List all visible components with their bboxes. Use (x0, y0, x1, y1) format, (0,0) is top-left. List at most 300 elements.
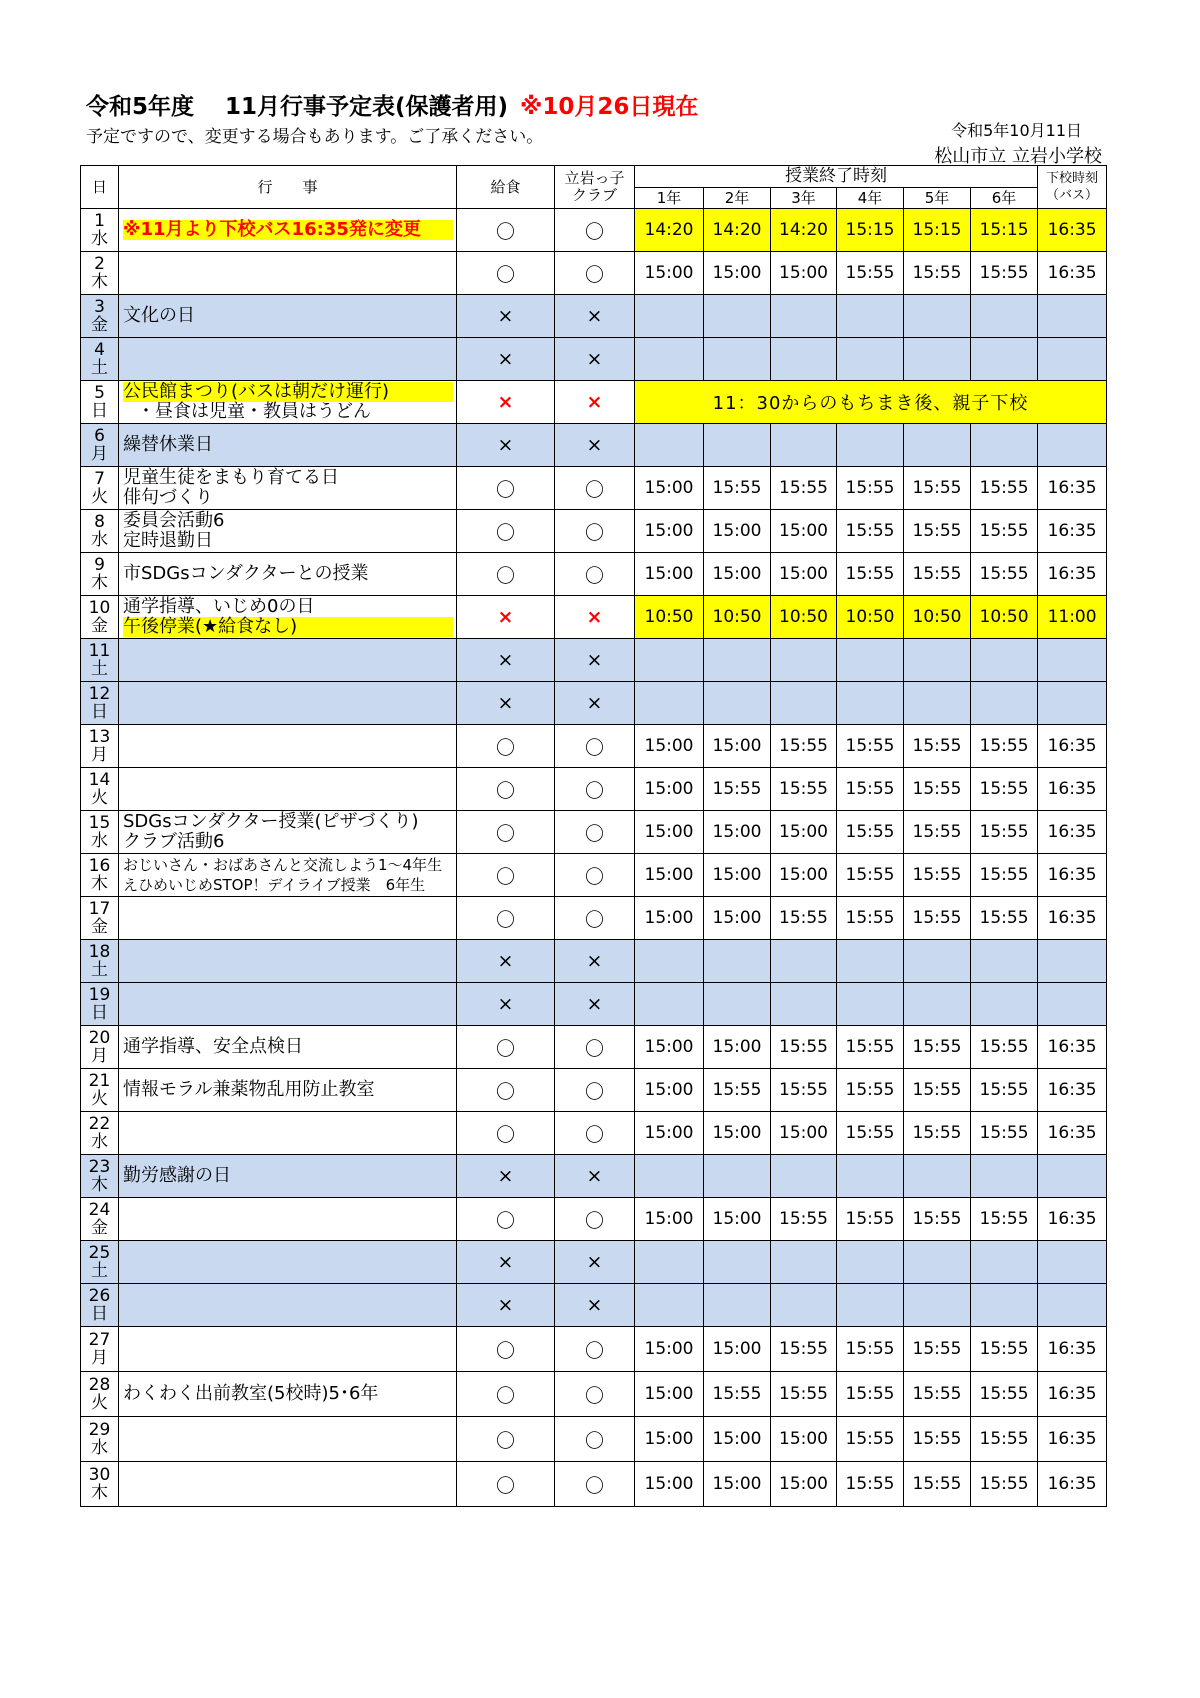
end-time (704, 1155, 771, 1198)
bus-time: 16:35 (1038, 1462, 1107, 1507)
schedule-row (81, 424, 1107, 467)
end-time (837, 1284, 904, 1327)
end-time: 15:55 (904, 897, 971, 940)
bus-time (1038, 1241, 1107, 1284)
end-time (837, 338, 904, 381)
bus-time: 16:35 (1038, 811, 1107, 854)
club-mark: 〇 (555, 1462, 635, 1507)
event-text: わくわく出前教室(5校時)5･6年 (123, 1383, 379, 1404)
header-grade: 3年 (771, 188, 837, 209)
end-time (704, 338, 771, 381)
lunch-mark: × (457, 940, 555, 983)
end-time (837, 295, 904, 338)
day-cell (81, 639, 119, 682)
end-time (904, 424, 971, 467)
bus-time: 16:35 (1038, 1417, 1107, 1462)
end-time: 15:15 (837, 209, 904, 252)
end-time: 15:00 (635, 811, 704, 854)
header-bus-line2: （バス） (1046, 188, 1099, 203)
end-time: 15:00 (635, 1112, 704, 1155)
bus-time (1038, 940, 1107, 983)
day-number: 10 (88, 598, 111, 618)
day-number: 27 (88, 1330, 111, 1350)
event-cell (119, 983, 457, 1026)
weekday: 金 (91, 917, 108, 937)
schedule-row (81, 381, 1107, 424)
lunch-mark: × (457, 1241, 555, 1284)
end-time: 15:55 (837, 252, 904, 295)
event-text: 勤労感謝の日 (123, 1165, 231, 1186)
schedule-row (81, 1241, 1107, 1284)
day-number: 15 (88, 813, 111, 833)
weekday: 水 (91, 530, 108, 550)
schedule-row (81, 252, 1107, 295)
event-cell (119, 467, 457, 510)
end-time: 15:00 (704, 1026, 771, 1069)
end-time: 15:00 (635, 1069, 704, 1112)
schedule-row (81, 811, 1107, 854)
end-time (635, 1241, 704, 1284)
end-time (837, 983, 904, 1026)
day-cell (81, 209, 119, 252)
weekday: 水 (91, 831, 108, 851)
event-text: 委員会活動6 (123, 510, 225, 531)
lunch-mark: 〇 (457, 467, 555, 510)
end-time: 15:00 (704, 510, 771, 553)
day-cell (81, 1327, 119, 1372)
event-cell (119, 1241, 457, 1284)
end-time: 15:55 (704, 1372, 771, 1417)
end-time: 15:00 (704, 553, 771, 596)
day-number: 21 (88, 1071, 111, 1091)
day-cell (81, 1284, 119, 1327)
club-mark: 〇 (555, 1372, 635, 1417)
end-time: 15:00 (704, 1417, 771, 1462)
club-mark: × (555, 1241, 635, 1284)
weekday: 土 (91, 960, 108, 980)
event-cell (119, 596, 457, 639)
lunch-mark: × (457, 682, 555, 725)
end-time: 15:55 (971, 1417, 1038, 1462)
header-grade: 4年 (837, 188, 904, 209)
end-time: 15:55 (837, 553, 904, 596)
end-time: 15:55 (771, 1372, 837, 1417)
weekday: 日 (91, 401, 108, 421)
end-time: 15:00 (635, 725, 704, 768)
day-cell (81, 811, 119, 854)
end-time (771, 1241, 837, 1284)
event-cell (119, 854, 457, 897)
end-time: 15:00 (771, 811, 837, 854)
day-cell (81, 940, 119, 983)
weekday: 木 (91, 1175, 108, 1195)
end-time (904, 1241, 971, 1284)
event-cell (119, 682, 457, 725)
event-cell (119, 811, 457, 854)
end-time: 15:55 (904, 1417, 971, 1462)
end-time: 15:55 (971, 467, 1038, 510)
bus-time: 16:35 (1038, 510, 1107, 553)
club-mark: × (555, 639, 635, 682)
end-time (971, 1155, 1038, 1198)
end-time: 15:00 (704, 1327, 771, 1372)
lunch-mark: 〇 (457, 1417, 555, 1462)
end-time: 15:55 (971, 725, 1038, 768)
weekday: 金 (91, 616, 108, 636)
schedule-row (81, 725, 1107, 768)
club-mark: × (555, 1284, 635, 1327)
day-cell (81, 1026, 119, 1069)
weekday: 火 (91, 1089, 108, 1109)
end-time: 15:55 (837, 1026, 904, 1069)
event-cell (119, 1284, 457, 1327)
bus-time: 16:35 (1038, 897, 1107, 940)
end-time: 15:55 (904, 1198, 971, 1241)
end-time (771, 1284, 837, 1327)
end-time: 15:00 (635, 252, 704, 295)
end-time: 15:55 (971, 1372, 1038, 1417)
club-mark: 〇 (555, 768, 635, 811)
club-mark: × (555, 338, 635, 381)
lunch-mark: 〇 (457, 897, 555, 940)
end-time: 15:55 (904, 1327, 971, 1372)
event-text: SDGsコンダクター授業(ピザづくり) (123, 811, 419, 832)
event-cell (119, 338, 457, 381)
header-club-line1: 立岩っ子 (564, 169, 625, 187)
end-time: 15:55 (971, 1198, 1038, 1241)
bus-time: 16:35 (1038, 1026, 1107, 1069)
end-time (971, 983, 1038, 1026)
lunch-mark: × (457, 295, 555, 338)
end-time: 15:00 (635, 553, 704, 596)
end-time: 10:50 (704, 596, 771, 639)
header-end-time: 授業終了時刻 (635, 166, 1038, 188)
weekday: 木 (91, 272, 108, 292)
end-time (771, 639, 837, 682)
club-mark: 〇 (555, 553, 635, 596)
schedule-row (81, 639, 1107, 682)
end-time: 15:00 (635, 1198, 704, 1241)
end-time: 15:55 (904, 467, 971, 510)
end-time: 10:50 (904, 596, 971, 639)
end-time: 14:20 (635, 209, 704, 252)
day-number: 1 (94, 211, 105, 231)
end-time (771, 1155, 837, 1198)
schedule-row (81, 338, 1107, 381)
event-text: ※11月より下校バス16:35発に変更 (123, 220, 453, 240)
end-time: 15:55 (771, 1069, 837, 1112)
end-time: 15:55 (771, 897, 837, 940)
end-time: 15:00 (635, 1417, 704, 1462)
event-cell (119, 1198, 457, 1241)
event-cell (119, 295, 457, 338)
day-number: 30 (88, 1465, 111, 1485)
end-time (837, 1155, 904, 1198)
day-cell (81, 338, 119, 381)
end-time: 15:00 (771, 510, 837, 553)
weekday: 水 (91, 1132, 108, 1152)
lunch-mark: 〇 (457, 1462, 555, 1507)
bus-time: 16:35 (1038, 1112, 1107, 1155)
end-time: 15:55 (971, 1069, 1038, 1112)
event-text: 市SDGsコンダクターとの授業 (123, 563, 369, 584)
lunch-mark: 〇 (457, 1198, 555, 1241)
bus-time: 11:00 (1038, 596, 1107, 639)
club-mark: × (555, 983, 635, 1026)
bus-time: 16:35 (1038, 467, 1107, 510)
schedule-row (81, 940, 1107, 983)
day-number: 6 (94, 426, 105, 446)
end-time: 15:00 (635, 1372, 704, 1417)
end-time: 15:55 (904, 811, 971, 854)
day-number: 29 (88, 1420, 111, 1440)
end-time: 10:50 (971, 596, 1038, 639)
day-cell (81, 768, 119, 811)
end-time (704, 295, 771, 338)
weekday: 月 (91, 444, 108, 464)
day-cell (81, 682, 119, 725)
day-cell (81, 725, 119, 768)
club-mark: 〇 (555, 1069, 635, 1112)
end-time: 15:55 (904, 553, 971, 596)
header-day: 日 (81, 166, 119, 209)
weekday: 土 (91, 1261, 108, 1281)
lunch-mark: × (457, 639, 555, 682)
schedule-row (81, 553, 1107, 596)
end-time: 15:55 (904, 1462, 971, 1507)
day-number: 13 (88, 727, 111, 747)
end-time (635, 338, 704, 381)
schedule-row (81, 983, 1107, 1026)
event-cell (119, 424, 457, 467)
event-cell (119, 553, 457, 596)
end-time: 15:55 (837, 467, 904, 510)
lunch-mark: × (457, 1284, 555, 1327)
day-number: 23 (88, 1157, 111, 1177)
schedule-row (81, 596, 1107, 639)
bus-time (1038, 338, 1107, 381)
end-time (837, 639, 904, 682)
end-time: 15:55 (837, 1372, 904, 1417)
lunch-mark: 〇 (457, 1069, 555, 1112)
lunch-mark: × (457, 1155, 555, 1198)
end-time: 15:15 (971, 209, 1038, 252)
end-time (971, 295, 1038, 338)
bus-time: 16:35 (1038, 553, 1107, 596)
day-cell (81, 1198, 119, 1241)
day-number: 2 (94, 254, 105, 274)
end-time (771, 295, 837, 338)
schedule-row (81, 1327, 1107, 1372)
club-mark: 〇 (555, 252, 635, 295)
day-cell (81, 1112, 119, 1155)
end-time (771, 682, 837, 725)
day-cell (81, 854, 119, 897)
end-time (635, 940, 704, 983)
end-time (635, 639, 704, 682)
day-number: 24 (88, 1200, 111, 1220)
end-time: 15:55 (971, 1112, 1038, 1155)
end-time: 15:55 (771, 725, 837, 768)
end-time: 15:55 (704, 467, 771, 510)
day-number: 25 (88, 1243, 111, 1263)
weekday: 月 (91, 1348, 108, 1368)
end-time: 15:55 (837, 1327, 904, 1372)
lunch-mark: × (457, 424, 555, 467)
club-mark: × (555, 940, 635, 983)
end-time: 14:20 (704, 209, 771, 252)
day-number: 20 (88, 1028, 111, 1048)
club-mark: 〇 (555, 1112, 635, 1155)
end-time (904, 295, 971, 338)
end-time (904, 1155, 971, 1198)
club-mark: 〇 (555, 510, 635, 553)
end-time: 15:00 (704, 252, 771, 295)
end-time (904, 338, 971, 381)
day-cell (81, 1069, 119, 1112)
header-club (555, 166, 635, 209)
club-mark: 〇 (555, 854, 635, 897)
end-time: 15:15 (904, 209, 971, 252)
header-bus (1038, 166, 1107, 209)
end-time: 15:55 (837, 811, 904, 854)
weekday: 月 (91, 1046, 108, 1066)
weekday: 水 (91, 1438, 108, 1458)
schedule-row (81, 1155, 1107, 1198)
end-time: 15:55 (904, 252, 971, 295)
schedule-row (81, 1198, 1107, 1241)
end-time: 15:55 (837, 1112, 904, 1155)
end-time (971, 1241, 1038, 1284)
end-time: 15:55 (771, 1026, 837, 1069)
event-cell (119, 381, 457, 424)
event-text: えひめいじめSTOP！デイライブ授業 6年生 (123, 876, 426, 894)
event-cell (119, 209, 457, 252)
event-cell (119, 252, 457, 295)
event-text: 繰替休業日 (123, 434, 213, 455)
end-time: 15:00 (635, 1462, 704, 1507)
weekday: 日 (91, 1304, 108, 1324)
end-time: 15:00 (635, 1026, 704, 1069)
event-text: クラブ活動6 (123, 831, 225, 852)
event-text: 通学指導、いじめ0の日 (123, 596, 315, 617)
event-cell (119, 1327, 457, 1372)
header-lunch: 給食 (457, 166, 555, 209)
event-cell (119, 1069, 457, 1112)
club-mark: × (555, 682, 635, 725)
end-time (971, 940, 1038, 983)
end-time (635, 682, 704, 725)
club-mark: × (555, 1155, 635, 1198)
schedule-row (81, 1069, 1107, 1112)
event-cell (119, 1026, 457, 1069)
end-time: 15:00 (635, 467, 704, 510)
lunch-mark: × (457, 381, 555, 424)
weekday: 土 (91, 659, 108, 679)
end-time: 15:00 (704, 1112, 771, 1155)
end-time: 15:55 (904, 725, 971, 768)
end-time: 15:55 (837, 1069, 904, 1112)
day-number: 19 (88, 985, 111, 1005)
club-mark: × (555, 596, 635, 639)
day-cell (81, 252, 119, 295)
lunch-mark: × (457, 338, 555, 381)
day-number: 8 (94, 512, 105, 532)
event-cell (119, 1462, 457, 1507)
day-number: 11 (88, 641, 111, 661)
event-cell (119, 940, 457, 983)
event-cell (119, 639, 457, 682)
end-time (635, 1284, 704, 1327)
event-text: 文化の日 (123, 305, 195, 326)
end-time: 15:55 (971, 811, 1038, 854)
end-time: 15:55 (771, 1327, 837, 1372)
end-time: 15:00 (635, 768, 704, 811)
lunch-mark: 〇 (457, 1026, 555, 1069)
schedule-row (81, 1462, 1107, 1507)
end-time: 15:55 (971, 510, 1038, 553)
end-time: 15:00 (771, 1417, 837, 1462)
lunch-mark: 〇 (457, 1112, 555, 1155)
dismissal-note: 11：30からのもちまき後、親子下校 (635, 381, 1107, 424)
bus-time: 16:35 (1038, 1327, 1107, 1372)
end-time: 15:55 (771, 467, 837, 510)
weekday: 月 (91, 745, 108, 765)
end-time: 15:55 (971, 553, 1038, 596)
bus-time: 16:35 (1038, 209, 1107, 252)
subtitle-note: 予定ですので、変更する場合もあります。ご了承ください。 (86, 127, 544, 147)
club-mark: 〇 (555, 1198, 635, 1241)
schedule-row (81, 1372, 1107, 1417)
end-time: 15:55 (837, 1198, 904, 1241)
event-cell (119, 1155, 457, 1198)
bus-time: 16:35 (1038, 1198, 1107, 1241)
event-text: 情報モラル兼薬物乱用防止教室 (123, 1079, 375, 1100)
event-cell (119, 1417, 457, 1462)
day-number: 7 (94, 469, 105, 489)
day-cell (81, 467, 119, 510)
end-time: 15:55 (837, 854, 904, 897)
school-name: 松山市立 立岩小学校 (934, 146, 1102, 167)
lunch-mark: 〇 (457, 854, 555, 897)
end-time: 10:50 (771, 596, 837, 639)
event-text: 公民館まつり(バスは朝だけ運行) (123, 382, 453, 402)
schedule-row (81, 510, 1107, 553)
event-text: 児童生徒をまもり育てる日 (123, 467, 339, 488)
bus-time (1038, 295, 1107, 338)
end-time (837, 682, 904, 725)
weekday: 木 (91, 874, 108, 894)
club-mark: 〇 (555, 1417, 635, 1462)
day-cell (81, 983, 119, 1026)
title-update-note: ※10月26日現在 (520, 94, 699, 120)
header-grade: 6年 (971, 188, 1038, 209)
end-time: 15:55 (904, 1069, 971, 1112)
weekday: 水 (91, 229, 108, 249)
bus-time: 16:35 (1038, 1069, 1107, 1112)
lunch-mark: 〇 (457, 209, 555, 252)
header-grade: 5年 (904, 188, 971, 209)
end-time: 15:00 (771, 1462, 837, 1507)
event-text: 定時退勤日 (123, 530, 213, 551)
schedule-row (81, 1026, 1107, 1069)
end-time (704, 424, 771, 467)
end-time: 14:20 (771, 209, 837, 252)
club-mark: 〇 (555, 1026, 635, 1069)
end-time: 15:00 (635, 897, 704, 940)
end-time: 15:55 (837, 1462, 904, 1507)
end-time: 15:00 (635, 1327, 704, 1372)
